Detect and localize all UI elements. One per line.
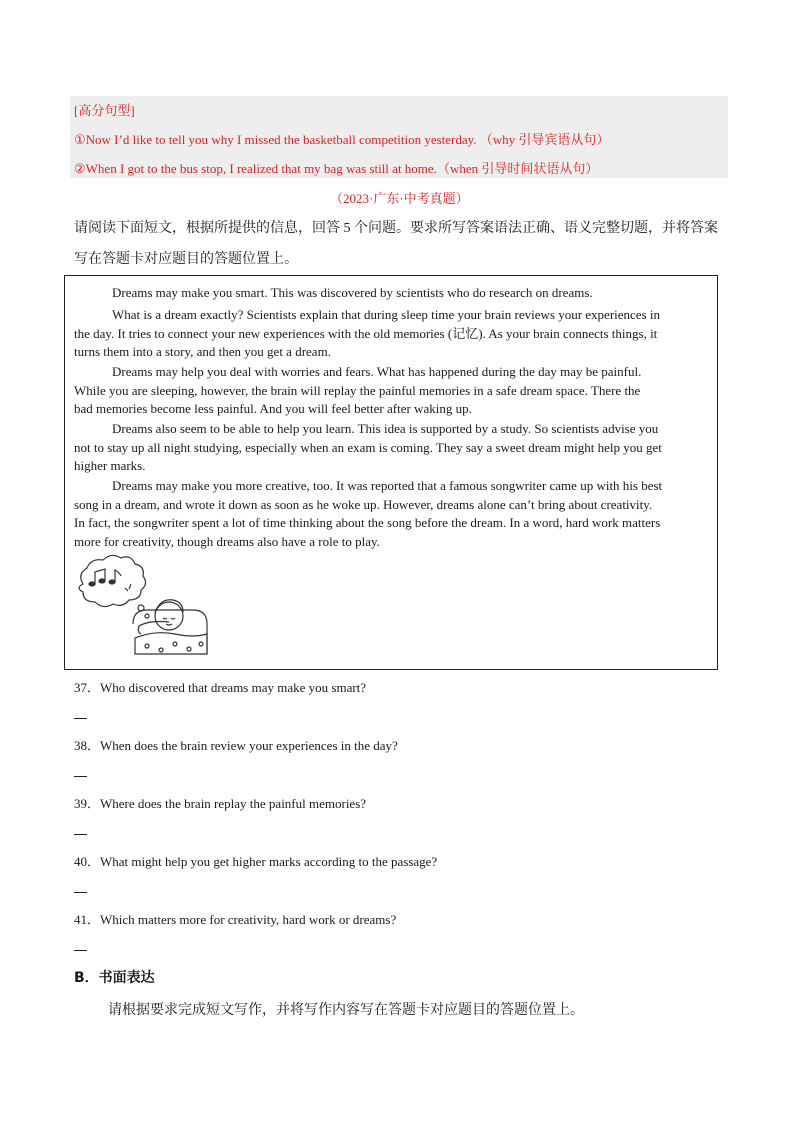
paragraph-1: Dreams may make you smart. This was discovered by scientists who do research on dreams. <box>112 285 593 300</box>
answer-blank-41[interactable] <box>74 950 87 951</box>
key-sentences-header: [高分句型] <box>74 103 135 118</box>
answer-blank-40[interactable] <box>74 892 87 893</box>
section-b-instructions: 请根据要求完成短文写作，并将写作内容写在答题卡对应题目的答题位置上。 <box>108 1003 584 1018</box>
question-41: 41．Which matters more for creativity, hard work or dreams? <box>74 912 397 927</box>
answer-blank-39[interactable] <box>74 834 87 835</box>
answer-blank-38[interactable] <box>74 776 87 777</box>
paragraph-2: What is a dream exactly? Scientists explain that during sleep time your brain reviews your experiences in the day. It tries to connect your new experiences with the old memories (记忆). As your brain connects things, it turns them into a story, and then you get a dream. <box>74 307 660 359</box>
paragraph-4: Dreams also seem to be able to help you learn. This idea is supported by a study. So scientists advise you not to stay up all night studying, especially when an exam is coming. They say a sweet dream might help you get higher marks. <box>74 421 662 473</box>
question-37: 37．Who discovered that dreams may make you smart? <box>74 680 367 695</box>
section-b-title: B．书面表达 <box>74 970 155 986</box>
reading-passage <box>64 275 718 670</box>
question-38: 38．When does the brain review your experiences in the day? <box>74 738 398 753</box>
paragraph-5: Dreams may make you more creative, too. It was reported that a famous songwriter came up with his best song in a dream, and wrote it down as soon as he woke up. However, dreams alone can’t bring about creativity. In fact, the songwriter spent a lot of time thinking about the song before the dream. In a word, hard work matters more for creativity, though dreams also have a role to play. <box>74 478 663 549</box>
key-sentence-2: ②When I got to the bus stop, I realized that my bag was still at home.（when 引导时间状语从句） <box>74 161 599 176</box>
sleeping-child-illustration <box>71 554 211 658</box>
question-40: 40．What might help you get higher marks according to the passage? <box>74 854 438 869</box>
instructions-line-1: 请阅读下面短文，根据所提供的信息，回答 5 个问题。要求所写答案语法正确、语义完整切题，并将答案 <box>74 221 718 236</box>
key-sentence-1: ①Now I’d like to tell you why I missed the basketball competition yesterday. （why 引导宾语从句） <box>74 132 610 147</box>
question-39: 39．Where does the brain replay the painful memories? <box>74 796 367 811</box>
instructions-line-2: 写在答题卡对应题目的答题位置上。 <box>74 252 298 267</box>
answer-blank-37[interactable] <box>74 718 87 719</box>
source-label: （2023·广东·中考真题） <box>330 191 469 206</box>
paragraph-3: Dreams may help you deal with worries and fears. What has happened during the day may be painful. While you are sleeping, however, the brain will replay the painful memories in a safe dream space. There the bad memories become less painful. And you will feel better after waking up. <box>74 364 642 416</box>
